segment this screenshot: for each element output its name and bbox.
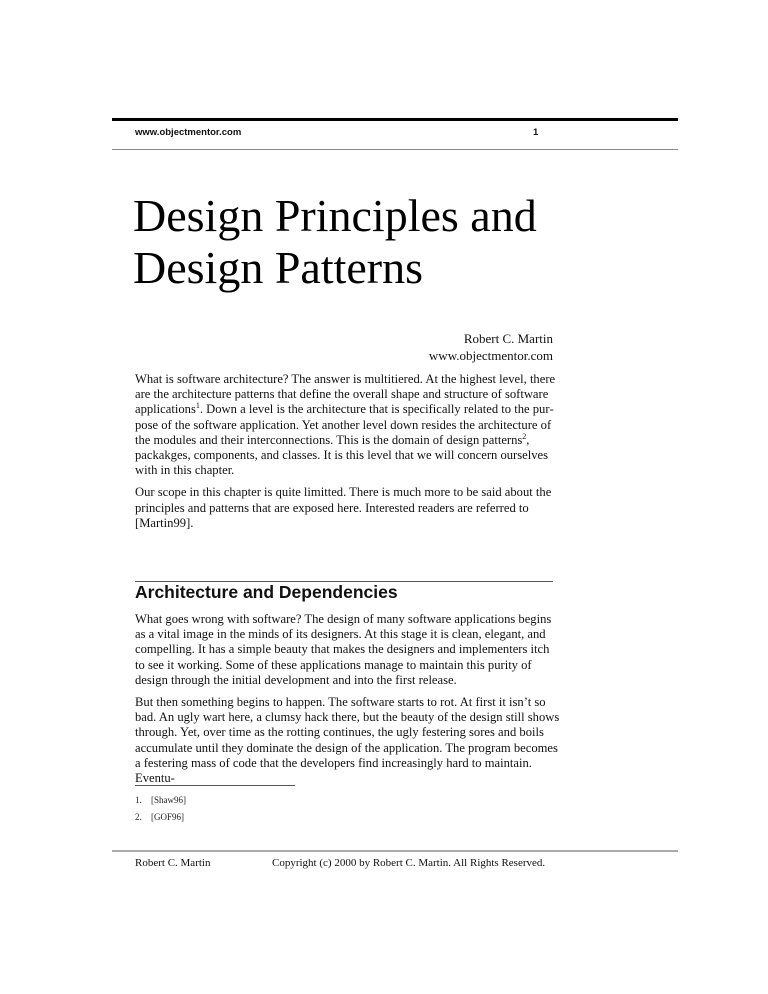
intro-section bbox=[135, 372, 560, 538]
title-line-1: Design Principles and bbox=[133, 190, 537, 241]
header-bottom-rule bbox=[112, 149, 678, 150]
footnote-ref-1[interactable]: 1 bbox=[195, 401, 200, 411]
footnotes bbox=[135, 792, 186, 826]
intro-text: What is software architecture? The answer is multitiered. At the highest level, there are the architecture patterns that define the overall shape and structure of software applications bbox=[135, 372, 556, 417]
byline-site: www.objectmentor.com bbox=[428, 348, 553, 363]
footer-rule bbox=[112, 850, 678, 852]
intro-paragraph-2: Our scope in this chapter is quite limitted. There is much more to be said about the principles and patterns that are exposed here. Interested readers are referred to [Martin99]. bbox=[135, 485, 552, 530]
section-paragraph-2: But then something begins to happen. The software starts to rot. At first it isn’t so bad. An ugly wart here, a clumsy hack there, but the beauty of the design still shows through. Yet, over time as the rotting continues, the ugly festering sores and boils accumulate until they dominate the design of the application. The program becomes a festering mass of code that the developers find increasingly hard to maintain. Eventu- bbox=[135, 695, 560, 786]
footer-author: Robert C. Martin bbox=[135, 857, 211, 869]
intro-paragraph-1 bbox=[135, 372, 560, 478]
footnote-number: 1. bbox=[135, 795, 142, 805]
page-title bbox=[133, 190, 537, 294]
footnote-ref-2[interactable]: 2 bbox=[522, 431, 527, 441]
byline bbox=[380, 330, 553, 364]
footnote-text: [Shaw96] bbox=[151, 795, 186, 805]
intro-text: , packakges, components, and classes. It is this level that we will concern ourselves with in this chapter. bbox=[135, 432, 549, 478]
footnote-text: [GOF96] bbox=[151, 812, 184, 822]
footer-copyright: Copyright (c) 2000 by Robert C. Martin. All Rights Reserved. bbox=[272, 857, 546, 869]
footnote-number: 2. bbox=[135, 812, 142, 822]
byline-author: Robert C. Martin bbox=[463, 331, 553, 346]
architecture-section bbox=[135, 612, 560, 793]
header-site: www.objectmentor.com bbox=[135, 127, 242, 138]
title-line-2: Design Patterns bbox=[133, 242, 424, 293]
section-paragraph-1: What goes wrong with software? The design of many software applications begins as a vital image in the minds of its designers. At this stage it is clean, elegant, and compelling. It has a simple beauty that makes the designers and implementers itch to see it working. Some of these applications manage to maintain this purity of design through the initial development and into the first release. bbox=[135, 612, 552, 687]
intro-text: . Down a level is the architecture that is specifically related to the purpose of the software application. Yet another level down resides the architecture of the modules and their interconnections. This is the domain of design patterns bbox=[135, 402, 554, 447]
section-heading: Architecture and Dependencies bbox=[135, 582, 398, 602]
footnote-1 bbox=[135, 792, 186, 809]
footnote-2 bbox=[135, 809, 186, 826]
page-number: 1 bbox=[533, 127, 539, 138]
footnote-rule bbox=[135, 785, 295, 786]
header-top-rule bbox=[112, 118, 678, 121]
